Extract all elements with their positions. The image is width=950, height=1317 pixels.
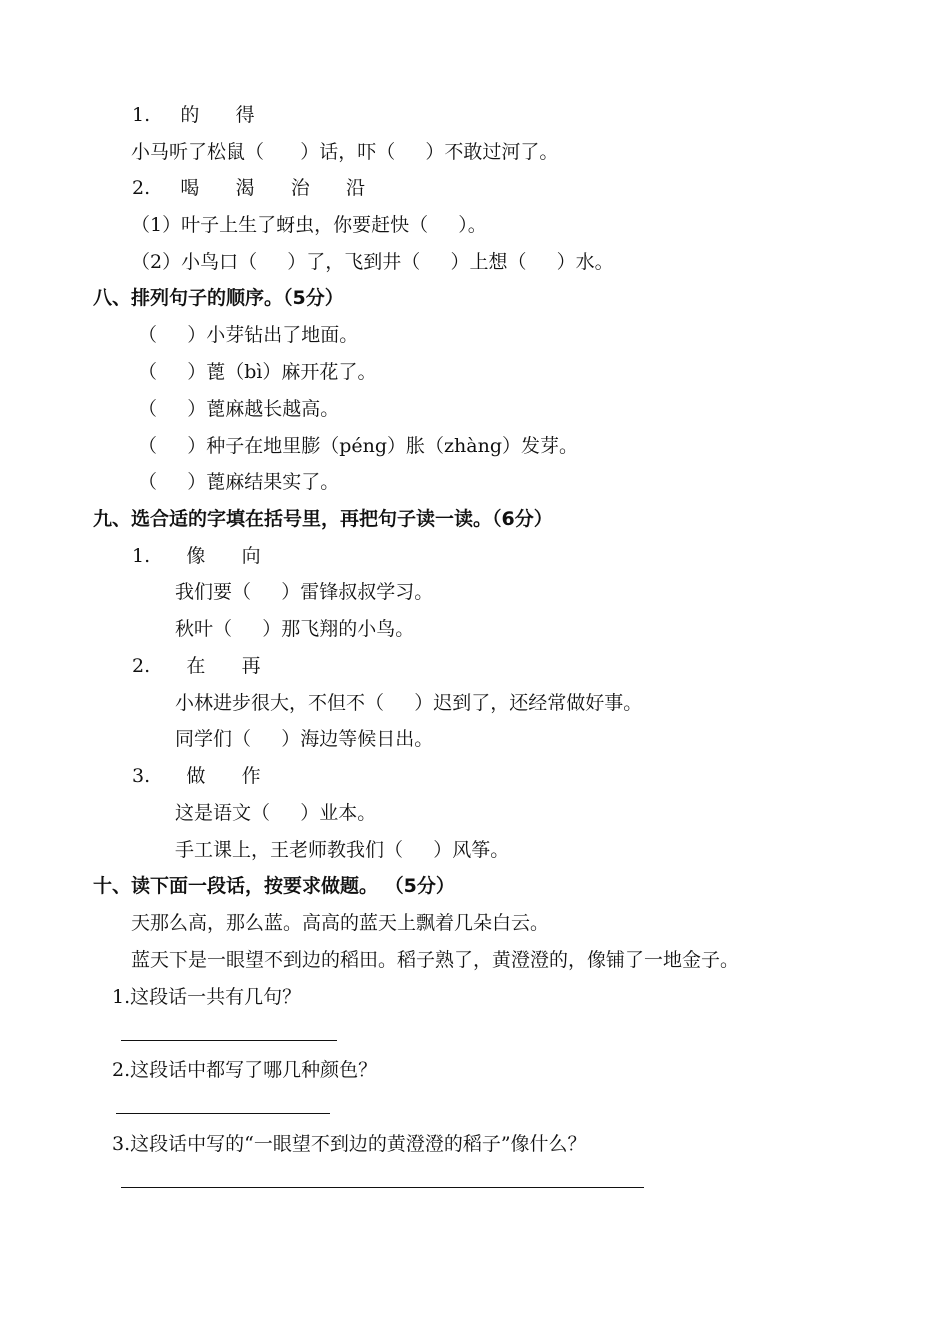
reading-paragraph: 蓝天下是一眼望不到边的稻田。稻子熟了，黄澄澄的，像铺了一地金子。 [131, 949, 740, 971]
order-item: （ ）蓖麻越长越高。 [138, 398, 340, 420]
fill-sentence: 同学们（ ）海边等候日出。 [175, 728, 434, 750]
word-choice-2: 2. 喝 渴 治 沿 [132, 177, 366, 199]
answer-line-1[interactable] [121, 1040, 337, 1041]
fill-sentence: 小马听了松鼠（ ）话，吓（ ）不敢过河了。 [131, 141, 559, 163]
fill-sentence: 手工课上，王老师教我们（ ）风筝。 [175, 839, 510, 861]
fill-sentence: （1）叶子上生了蚜虫，你要赶快（ ）。 [131, 214, 487, 236]
fill-sentence: （2）小鸟口（ ）了，飞到井（ ）上想（ ）水。 [131, 251, 614, 273]
word-choice-1: 1. 像 向 [132, 545, 261, 567]
section-heading-9: 九、选合适的字填在括号里，再把句子读一读。（6分） [93, 508, 553, 530]
reading-paragraph: 天那么高，那么蓝。高高的蓝天上飘着几朵白云。 [131, 912, 550, 934]
fill-sentence: 我们要（ ）雷锋叔叔学习。 [175, 581, 434, 603]
question-1: 1.这段话一共有几句？ [112, 986, 302, 1008]
question-2: 2.这段话中都写了哪几种颜色？ [112, 1059, 378, 1081]
answer-line-3[interactable] [121, 1187, 644, 1188]
word-choice-3: 3. 做 作 [132, 765, 261, 787]
section-heading-10: 十、读下面一段话，按要求做题。 （5分） [93, 875, 455, 897]
order-item: （ ）种子在地里膨（péng）胀（zhàng）发芽。 [138, 435, 578, 457]
fill-sentence: 这是语文（ ）业本。 [175, 802, 377, 824]
fill-sentence: 小林进步很大，不但不（ ）迟到了，还经常做好事。 [175, 692, 643, 714]
answer-line-2[interactable] [116, 1113, 330, 1114]
order-item: （ ）蓖（bì）麻开花了。 [138, 361, 377, 383]
question-3: 3.这段话中写的“一眼望不到边的黄澄澄的稻子”像什么？ [112, 1133, 587, 1155]
order-item: （ ）蓖麻结果实了。 [138, 471, 340, 493]
word-choice-2: 2. 在 再 [132, 655, 261, 677]
word-choice-1: 1. 的 得 [132, 104, 255, 126]
fill-sentence: 秋叶（ ）那飞翔的小鸟。 [175, 618, 415, 640]
order-item: （ ）小芽钻出了地面。 [138, 324, 359, 346]
section-heading-8: 八、排列句子的顺序。（5分） [93, 287, 344, 309]
